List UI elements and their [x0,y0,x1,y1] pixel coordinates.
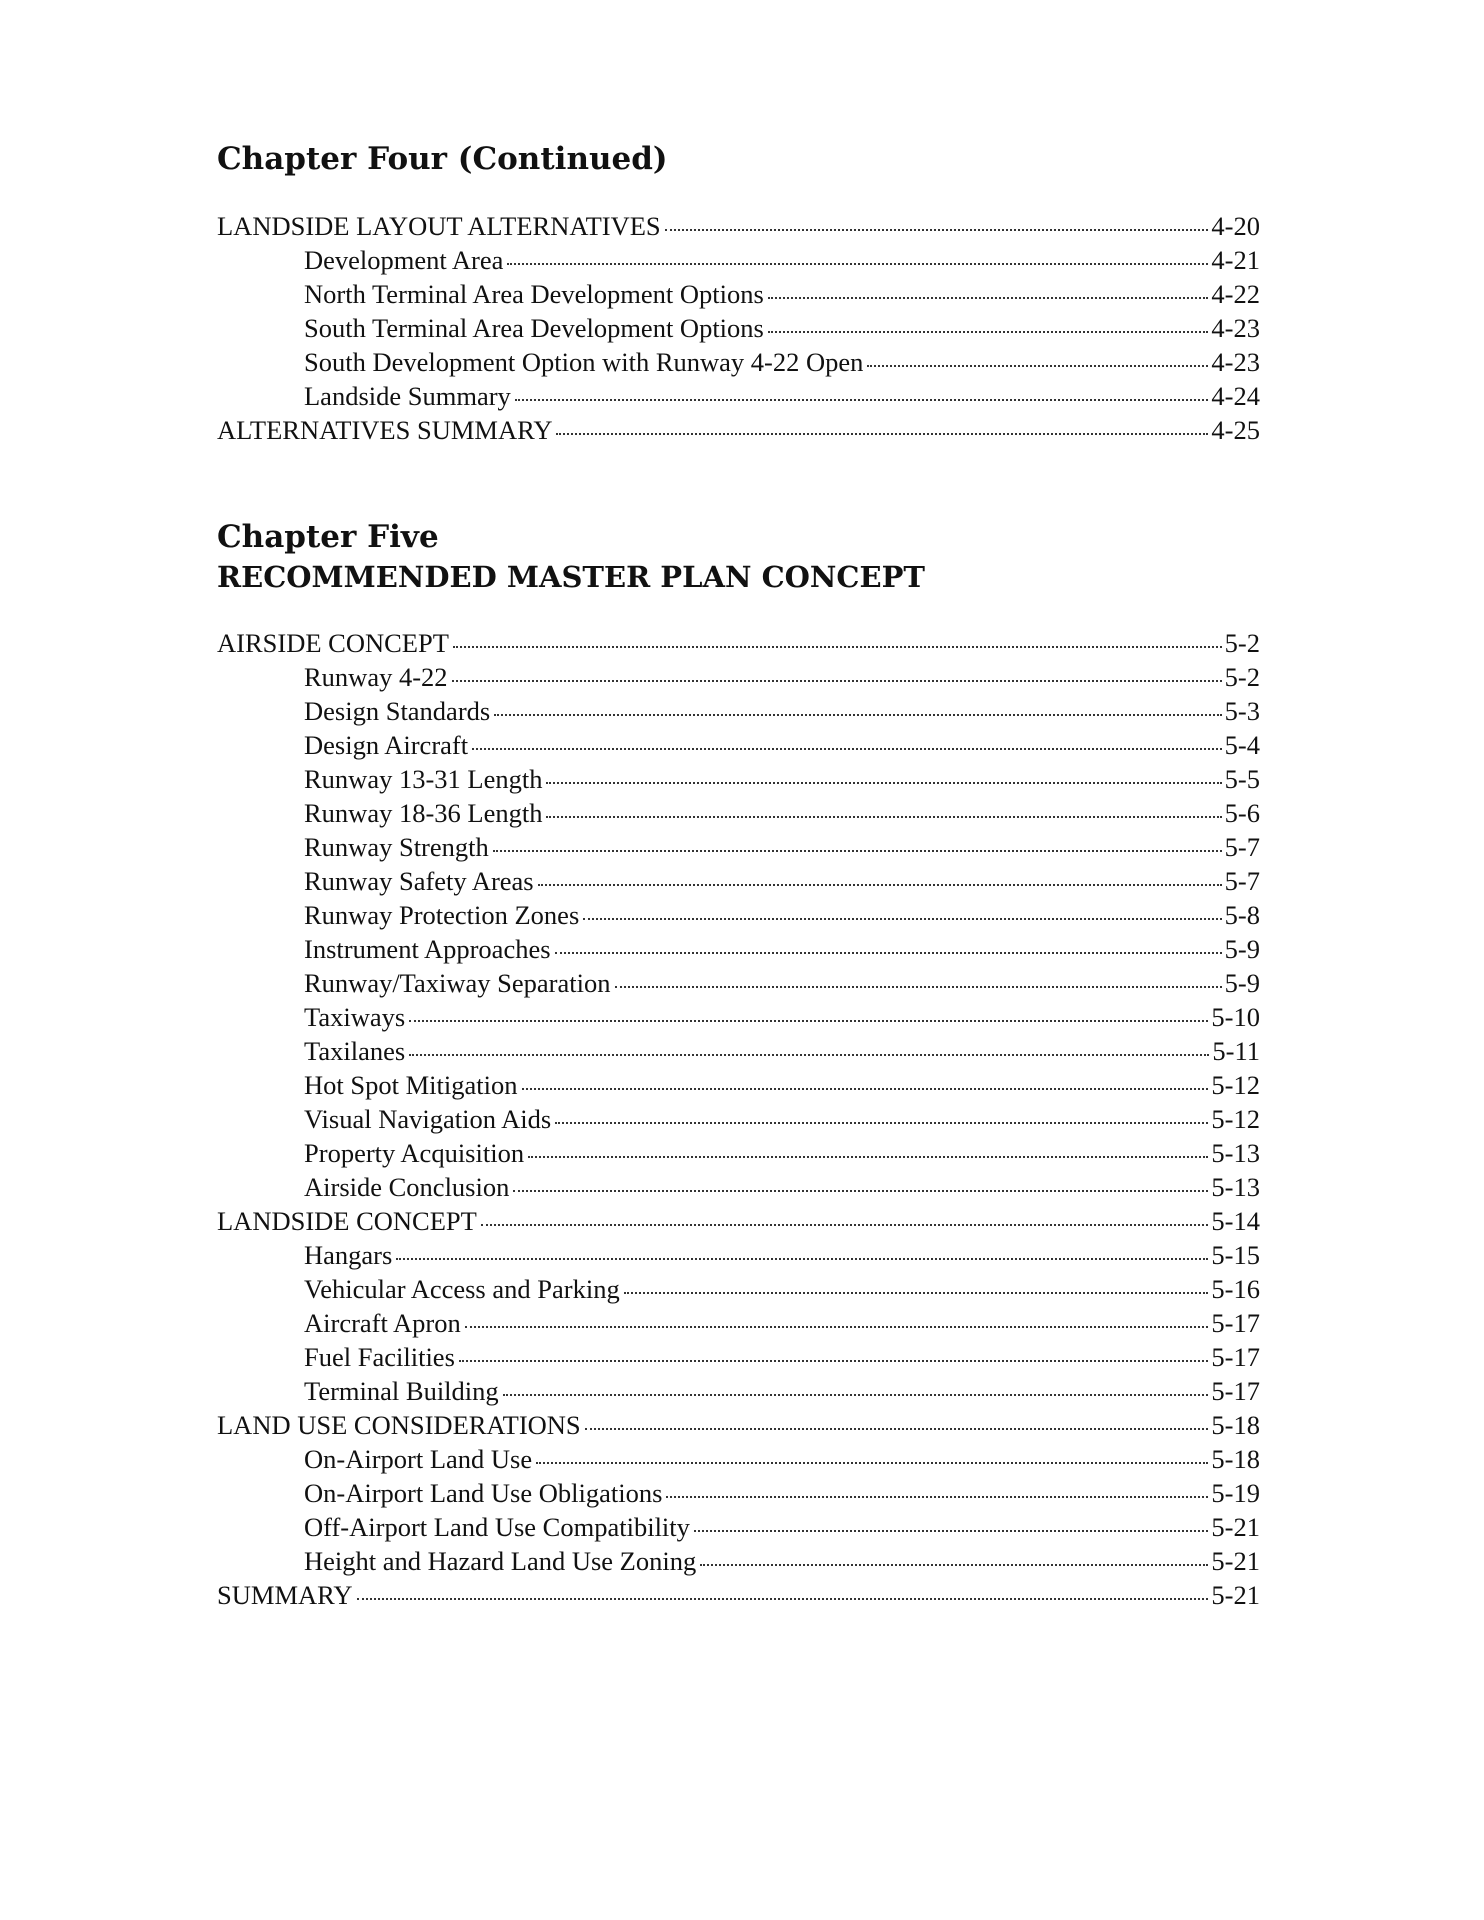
toc-dot-leader [546,816,1221,818]
toc-entry-page: 5-7 [1224,866,1260,896]
toc-dot-leader [472,748,1222,750]
toc-subsection-entry [217,934,1260,968]
chapter-five-subtitle: RECOMMENDED MASTER PLAN CONCEPT [217,560,926,594]
toc-dot-leader [357,1598,1209,1600]
toc-entry-title: Runway Protection Zones [304,900,580,930]
toc-entry-title: Visual Navigation Aids [304,1104,552,1134]
toc-entry-page: 5-13 [1211,1172,1260,1202]
toc-entry-title: Aircraft Apron [304,1308,461,1338]
toc-entry-title: Runway 18-36 Length [304,798,543,828]
toc-dot-leader [452,680,1222,682]
toc-subsection-entry [217,1342,1260,1376]
toc-entry-page: 5-21 [1211,1512,1260,1542]
toc-subsection-entry [217,730,1260,764]
toc-entry-title: On-Airport Land Use Obligations [304,1478,663,1508]
toc-entry-title: Development Area [304,245,504,275]
toc-dot-leader [867,365,1208,367]
toc-subsection-entry [217,347,1260,381]
toc-dot-leader [624,1292,1209,1294]
toc-entry-title: Instrument Approaches [304,934,551,964]
toc-subsection-entry [217,1240,1260,1274]
toc-dot-leader [409,1020,1208,1022]
toc-entry-title: On-Airport Land Use [304,1444,533,1474]
toc-entry-title: Landside Summary [304,381,511,411]
toc-dot-leader [555,1122,1208,1124]
toc-dot-leader [768,297,1209,299]
toc-entry-title: LANDSIDE LAYOUT ALTERNATIVES [217,211,661,241]
toc-entry-page: 4-22 [1211,279,1260,309]
toc-subsection-entry [217,968,1260,1002]
toc-entry-page: 5-17 [1211,1376,1260,1406]
toc-entry-title: LANDSIDE CONCEPT [217,1206,477,1236]
toc-subsection-entry [217,866,1260,900]
toc-entry-page: 4-24 [1211,381,1260,411]
toc-entry-page: 5-10 [1211,1002,1260,1032]
toc-entry-page: 5-12 [1211,1104,1260,1134]
toc-dot-leader [700,1564,1208,1566]
toc-entry-page: 5-18 [1211,1410,1260,1440]
toc-entry-page: 5-19 [1211,1478,1260,1508]
toc-entry-page: 5-8 [1224,900,1260,930]
toc-entry-title: Fuel Facilities [304,1342,455,1372]
toc-entry-page: 5-9 [1224,968,1260,998]
toc-subsection-entry [217,900,1260,934]
toc-subsection-entry [217,662,1260,696]
toc-entry-title: South Development Option with Runway 4-22 Open [304,347,864,377]
toc-entry-page: 5-21 [1211,1580,1260,1610]
toc-subsection-entry [217,1172,1260,1206]
toc-entry-title: Hangars [304,1240,393,1270]
toc-subsection-entry [217,1376,1260,1410]
toc-entry-page: 5-16 [1211,1274,1260,1304]
toc-dot-leader [546,782,1221,784]
toc-dot-leader [583,918,1221,920]
toc-dot-leader [528,1156,1208,1158]
toc-entry-page: 5-14 [1211,1206,1260,1236]
toc-dot-leader [522,1088,1209,1090]
toc-entry-title: SUMMARY [217,1580,353,1610]
toc-entry-page: 5-2 [1224,628,1260,658]
toc-subsection-entry [217,1308,1260,1342]
toc-entry-title: Vehicular Access and Parking [304,1274,620,1304]
toc-entry-title: Hot Spot Mitigation [304,1070,518,1100]
chapter-five-heading: Chapter Five [217,519,439,555]
toc-subsection-entry [217,381,1260,415]
toc-entry-title: North Terminal Area Development Options [304,279,764,309]
toc-entry-title: AIRSIDE CONCEPT [217,628,449,658]
toc-section-entry [217,1206,1260,1240]
toc-dot-leader [396,1258,1208,1260]
chapter-five-header [217,517,1260,597]
toc-dot-leader [513,1190,1208,1192]
toc-entry-title: Runway Strength [304,832,489,862]
toc-dot-leader [538,884,1222,886]
chapter-four-heading: Chapter Four (Continued) [217,141,668,177]
toc-subsection-entry [217,1138,1260,1172]
toc-entry-title: Taxiways [304,1002,406,1032]
toc-entry-page: 5-3 [1224,696,1260,726]
toc-dot-leader [507,263,1208,265]
toc-subsection-entry [217,1512,1260,1546]
toc-dot-leader [555,952,1222,954]
toc-dot-leader [453,646,1222,648]
toc-entry-title: ALTERNATIVES SUMMARY [217,415,553,445]
toc-subsection-entry [217,1070,1260,1104]
toc-dot-leader [515,399,1209,401]
chapter-four-header [217,139,1260,179]
toc-subsection-entry [217,1546,1260,1580]
toc-entry-title: Design Standards [304,696,491,726]
toc-subsection-entry [217,1444,1260,1478]
toc-subsection-entry [217,798,1260,832]
toc-entry-page: 4-23 [1211,313,1260,343]
toc-entry-title: Airside Conclusion [304,1172,510,1202]
toc-entry-page: 5-18 [1211,1444,1260,1474]
toc-entry-page: 5-13 [1211,1138,1260,1168]
toc-dot-leader [459,1360,1209,1362]
toc-entry-title: Runway/Taxiway Separation [304,968,611,998]
toc-entry-title: Off-Airport Land Use Compatibility [304,1512,690,1542]
toc-entry-page: 5-2 [1224,662,1260,692]
toc-entry-page: 5-6 [1224,798,1260,828]
toc-dot-leader [493,850,1222,852]
toc-dot-leader [556,433,1208,435]
toc-section-entry [217,1410,1260,1444]
toc-entry-page: 5-17 [1211,1342,1260,1372]
toc-subsection-entry [217,1036,1260,1070]
toc-dot-leader [465,1326,1209,1328]
toc-dot-leader [585,1428,1209,1430]
toc-dot-leader [615,986,1222,988]
toc-subsection-entry [217,832,1260,866]
toc-entry-page: 5-5 [1224,764,1260,794]
toc-subsection-entry [217,279,1260,313]
toc-entry-page: 4-20 [1211,211,1260,241]
toc-entry-page: 4-23 [1211,347,1260,377]
toc-entry-page: 5-15 [1211,1240,1260,1270]
toc-subsection-entry [217,313,1260,347]
toc-entry-title: Height and Hazard Land Use Zoning [304,1546,697,1576]
toc-entry-title: Design Aircraft [304,730,469,760]
toc-subsection-entry [217,764,1260,798]
toc-dot-leader [536,1462,1208,1464]
toc-entry-title: South Terminal Area Development Options [304,313,764,343]
toc-entry-page: 5-21 [1211,1546,1260,1576]
toc-entry-title: Terminal Building [304,1376,499,1406]
toc-subsection-entry [217,245,1260,279]
toc-entry-title: Runway Safety Areas [304,866,534,896]
toc-entry-title: Taxilanes [304,1036,406,1066]
toc-section-entry [217,415,1260,449]
toc-dot-leader [409,1054,1209,1056]
toc-dot-leader [666,1496,1208,1498]
toc-dot-leader [694,1530,1209,1532]
toc-entry-title: Runway 13-31 Length [304,764,543,794]
toc-subsection-entry [217,1104,1260,1138]
chapter-four-toc [217,211,1260,449]
chapter-five-toc [217,628,1260,1614]
toc-entry-page: 5-7 [1224,832,1260,862]
toc-entry-page: 5-9 [1224,934,1260,964]
toc-subsection-entry [217,1002,1260,1036]
toc-subsection-entry [217,1478,1260,1512]
toc-section-entry [217,1580,1260,1614]
toc-subsection-entry [217,1274,1260,1308]
toc-entry-page: 5-17 [1211,1308,1260,1338]
toc-entry-title: LAND USE CONSIDERATIONS [217,1410,581,1440]
toc-dot-leader [494,714,1221,716]
toc-entry-title: Runway 4-22 [304,662,448,692]
toc-entry-page: 5-4 [1224,730,1260,760]
toc-entry-page: 5-11 [1212,1036,1260,1066]
toc-dot-leader [503,1394,1209,1396]
toc-subsection-entry [217,696,1260,730]
toc-dot-leader [481,1224,1209,1226]
toc-entry-page: 4-21 [1211,245,1260,275]
toc-entry-page: 5-12 [1211,1070,1260,1100]
toc-entry-page: 4-25 [1211,415,1260,445]
toc-dot-leader [665,229,1209,231]
toc-section-entry [217,628,1260,662]
toc-entry-title: Property Acquisition [304,1138,525,1168]
toc-section-entry [217,211,1260,245]
toc-dot-leader [768,331,1209,333]
